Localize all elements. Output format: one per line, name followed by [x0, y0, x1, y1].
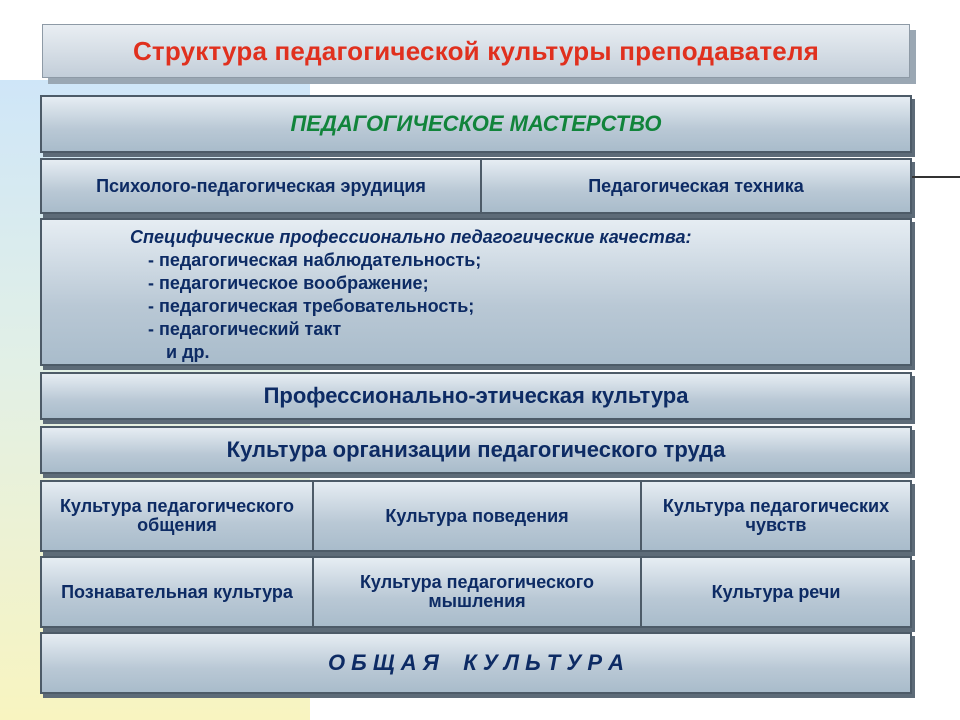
- quality-item: - педагогическая наблюдательность;: [148, 250, 482, 270]
- quality-item: - педагогическая требовательность;: [148, 296, 475, 316]
- erudition-technique-row: [40, 158, 912, 214]
- ethics-box: [40, 372, 912, 420]
- general-culture-label: О Б Щ А Я К У Л Ь Т У Р А: [327, 650, 625, 676]
- behavior-culture-cell: Культура поведения: [314, 482, 642, 550]
- mastery-label: ПЕДАГОГИЧЕСКОЕ МАСТЕРСТВО: [290, 111, 662, 137]
- ethics-label: Профессионально-этическая культура: [263, 383, 689, 409]
- title-banner: [42, 24, 910, 78]
- erudition-cell: Психолого-педагогическая эрудиция: [42, 160, 482, 212]
- specific-qualities-box: [40, 218, 912, 366]
- technique-cell: Педагогическая техника: [588, 175, 804, 196]
- communication-culture-cell: Культура педагогического общения: [42, 482, 314, 550]
- organization-label: Культура организации педагогического труда: [226, 437, 726, 463]
- culture-row-2: [40, 556, 912, 628]
- specific-qualities-heading: Специфические профессионально педагогические качества:: [130, 227, 692, 247]
- organization-box: [40, 426, 912, 474]
- mastery-box: [40, 95, 912, 153]
- quality-item: - педагогическое воображение;: [148, 273, 429, 293]
- feelings-culture-cell: Культура педагогических чувств: [662, 496, 890, 535]
- culture-row-1: [40, 480, 912, 552]
- quality-tail: и др.: [166, 342, 210, 362]
- page-title: Структура педагогической культуры преподавателя: [132, 35, 820, 66]
- quality-item: - педагогический такт: [148, 319, 342, 339]
- specific-qualities-text: [42, 220, 910, 364]
- cognitive-culture-cell: Познавательная культура: [42, 558, 314, 626]
- speech-culture-cell: Культура речи: [711, 581, 841, 602]
- thinking-culture-cell: Культура педагогического мышления: [314, 558, 642, 626]
- general-culture-box: [40, 632, 912, 694]
- connector-line: [912, 176, 960, 178]
